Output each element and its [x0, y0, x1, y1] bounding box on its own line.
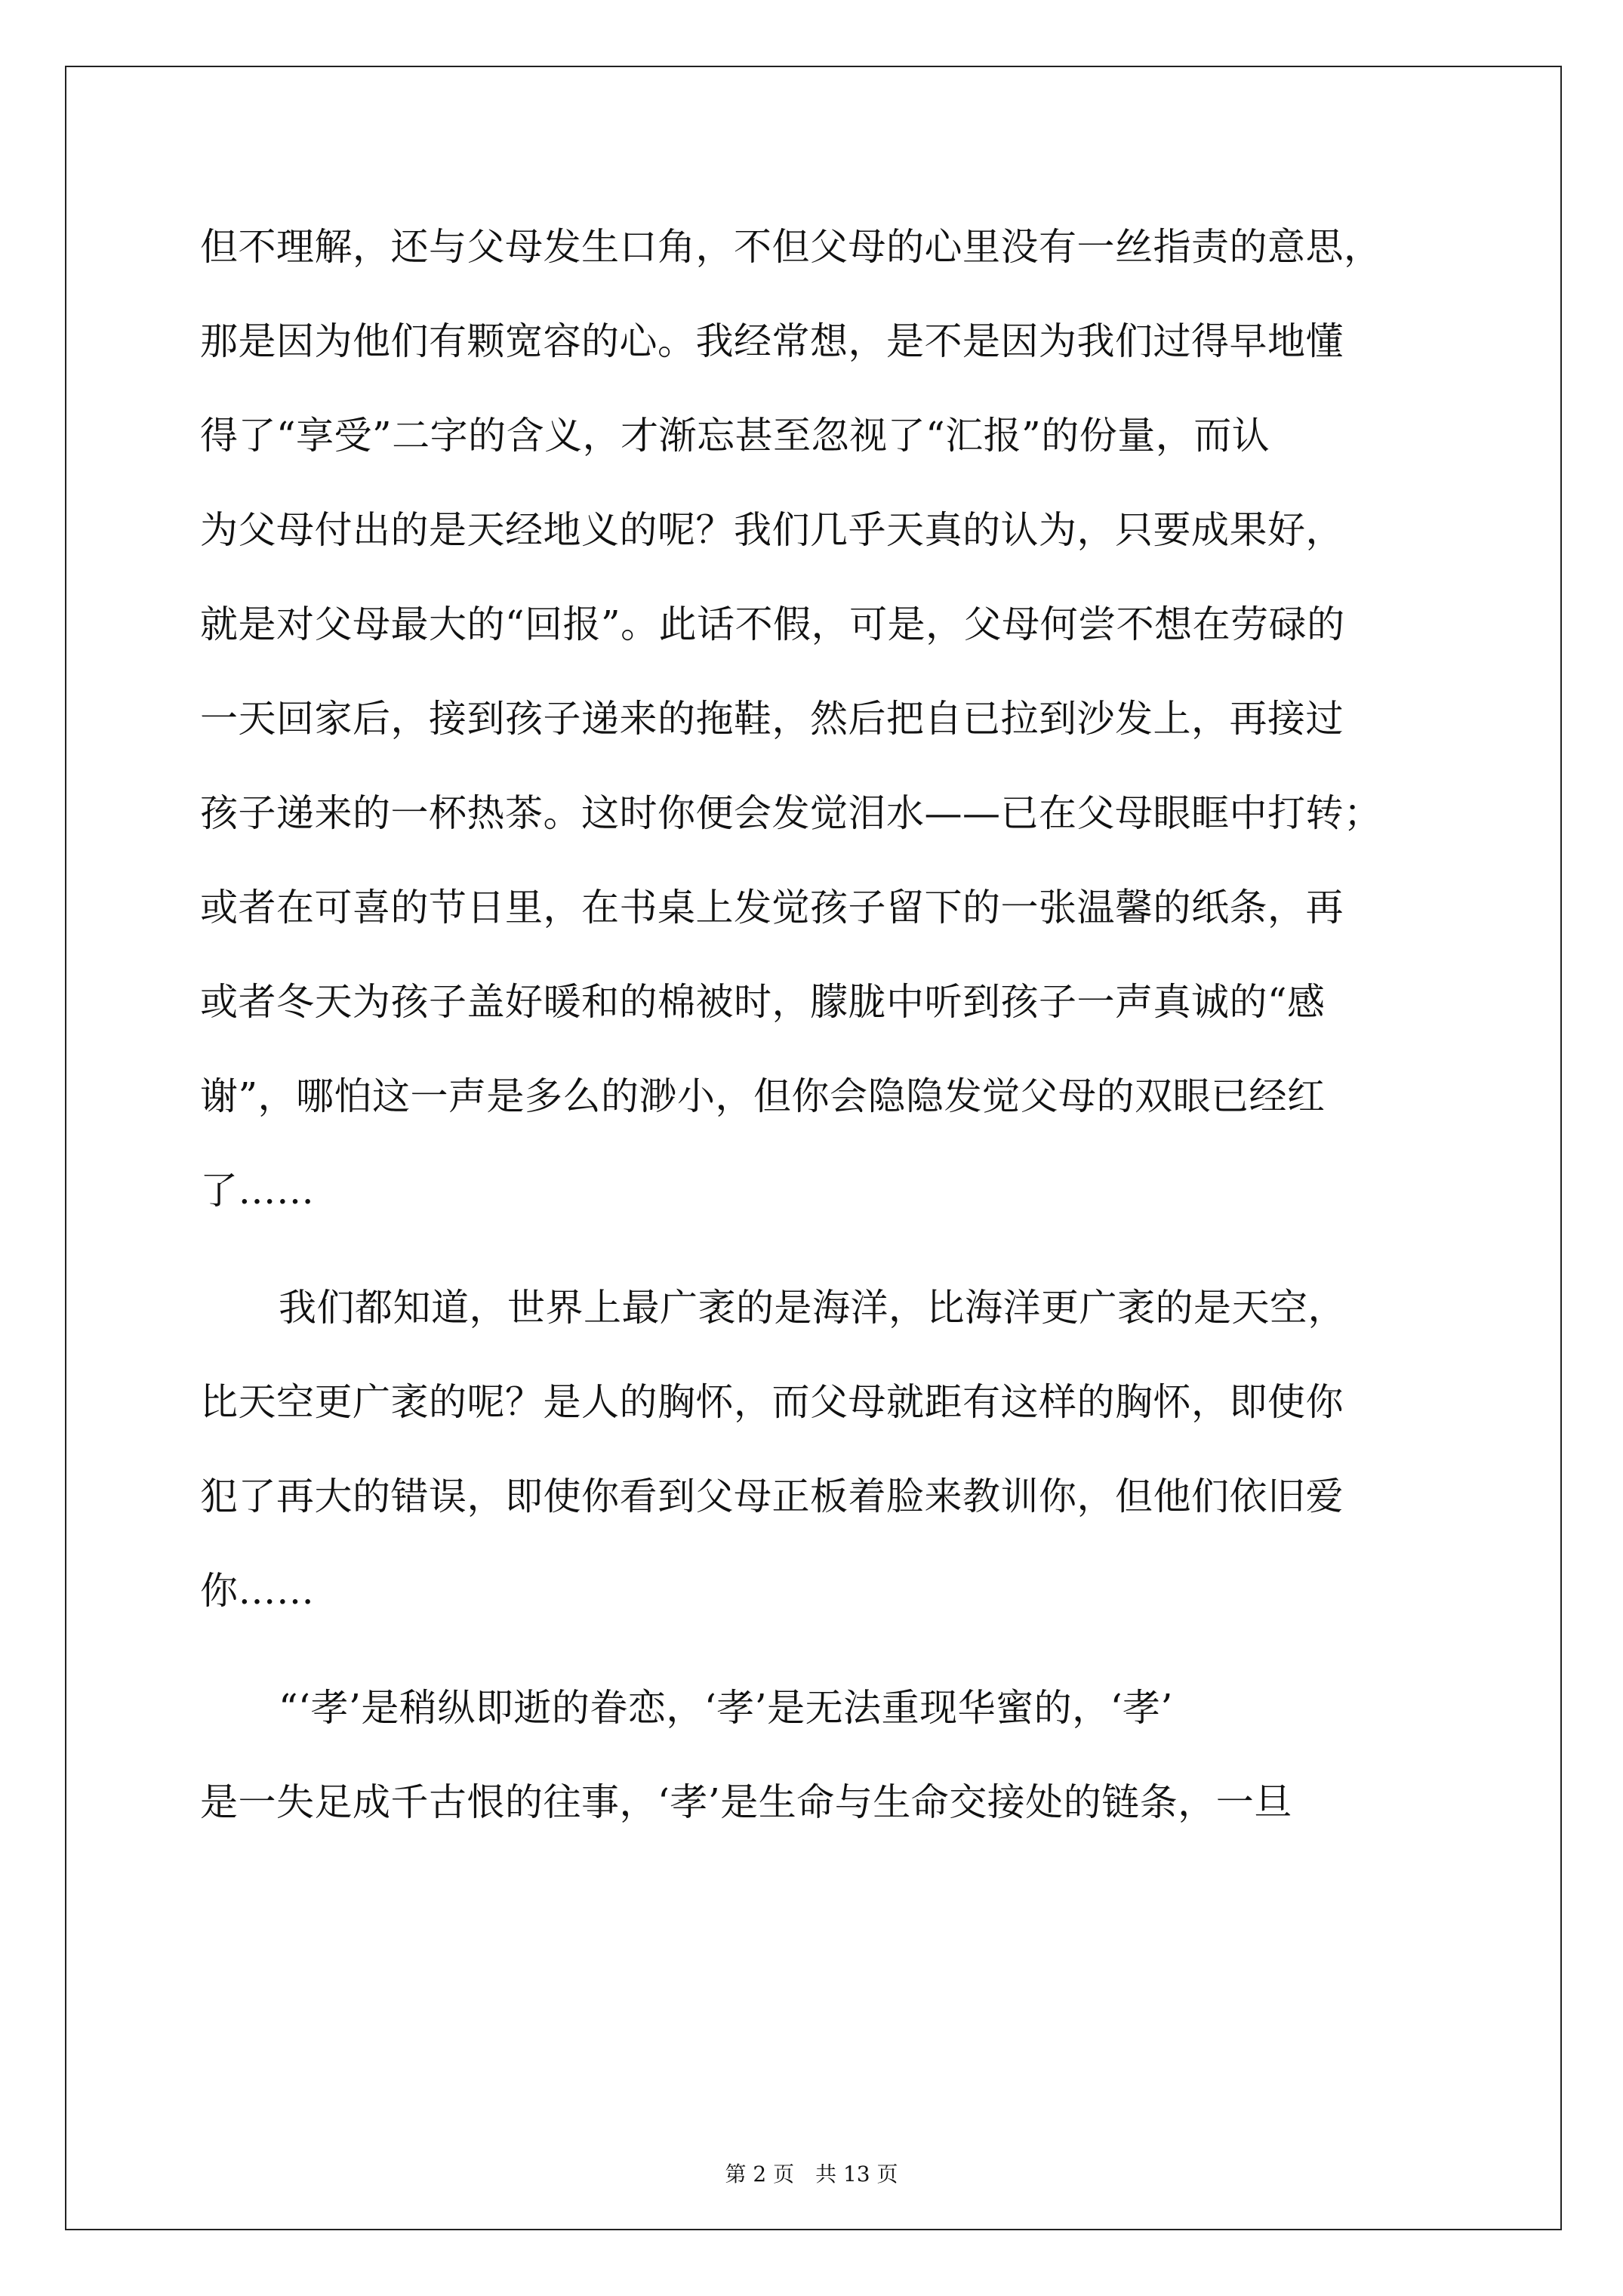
text-line: 就是对父母最大的“回报”。此话不假，可是，父母何尝不想在劳碌的 [200, 603, 1345, 646]
text-line: 一天回家后，接到孩子递来的拖鞋，然后把自已拉到沙发上，再接过 [200, 697, 1344, 741]
text-line: 为父母付出的是天经地义的呢？我们几乎天真的认为，只要成果好， [200, 508, 1344, 552]
text-line: 我们都知道，世界上最广袤的是海洋，比海洋更广袤的是天空， [279, 1286, 1346, 1330]
text-line: 但不理解，还与父母发生口角，不但父母的心里没有一丝指责的意思， [200, 225, 1382, 269]
text-line: 是一失足成千古恨的往事，‘孝’是生命与生命交接处的链条，一旦 [200, 1780, 1292, 1824]
text-line: 或者冬天为孩子盖好暖和的棉被时，朦胧中听到孩子一声真诚的“感 [200, 980, 1326, 1024]
text-line: 比天空更广袤的呢？是人的胸怀，而父母就距有这样的胸怀，即使你 [200, 1380, 1344, 1424]
text-line: 那是因为他们有颗宽容的心。我经常想，是不是因为我们过得早地懂 [200, 319, 1344, 363]
text-line: 或者在可喜的节日里，在书桌上发觉孩子留下的一张温馨的纸条，再 [200, 886, 1344, 929]
page-footer: 第 2 页 共 13 页 [725, 2162, 898, 2187]
text-line: 得了“享受”二字的含义，才渐忘甚至忽视了“汇报”的份量，而认 [200, 414, 1270, 458]
text-line: 谢”，哪怕这一声是多么的渺小，但你会隐隐发觉父母的双眼已经红 [200, 1074, 1326, 1118]
text-line: “‘孝’是稍纵即逝的眷恋，‘孝’是无法重现华蜜的，‘孝’ [279, 1686, 1173, 1730]
text-line: 了…… [200, 1169, 315, 1213]
text-line: 孩子递来的一杯热茶。这时你便会发觉泪水——已在父母眼眶中打转； [200, 791, 1382, 835]
page-border [65, 66, 1562, 2230]
text-line: 犯了再大的错误，即使你看到父母正板着脸来教训你，但他们依旧爱 [200, 1475, 1344, 1518]
text-line: 你…… [200, 1569, 315, 1613]
